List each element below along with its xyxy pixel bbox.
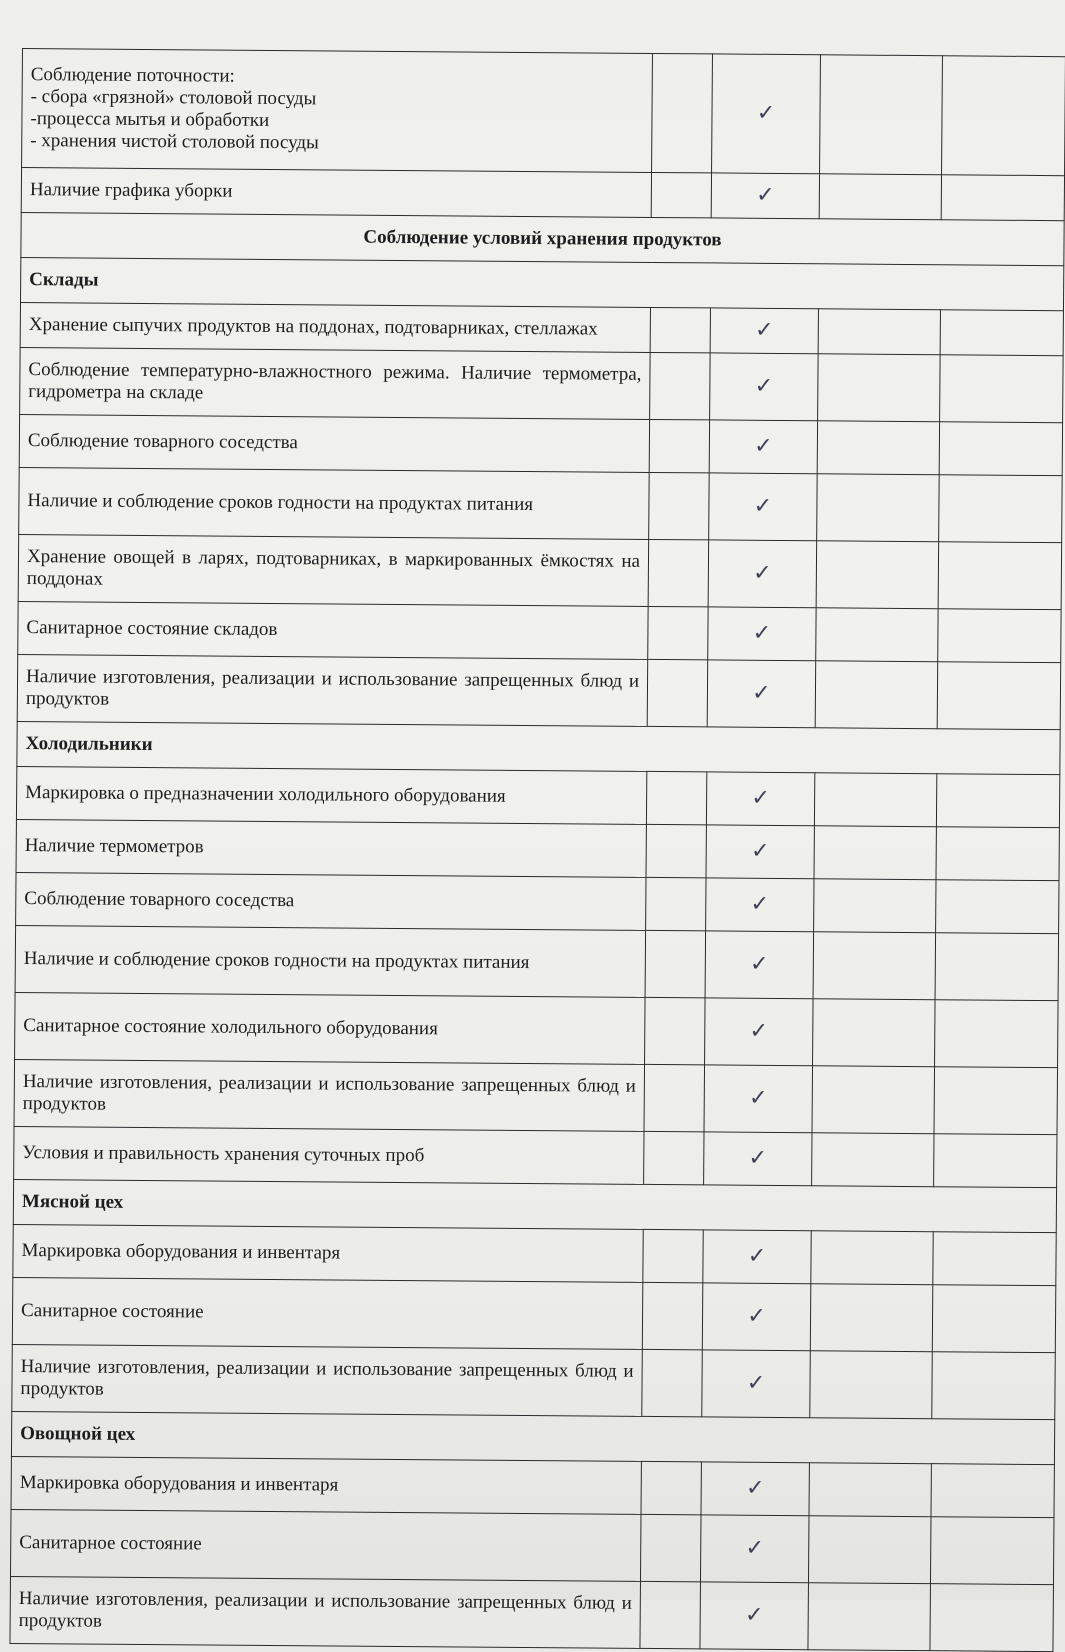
section-title: Холодильники — [17, 721, 1060, 774]
section-title: Овощной цех — [11, 1411, 1054, 1464]
empty-cell — [646, 824, 706, 877]
empty-cell — [818, 309, 940, 355]
check-mark-cell — [709, 473, 818, 541]
criterion-cell — [10, 1576, 641, 1648]
empty-cell — [814, 879, 936, 933]
empty-cell — [820, 55, 943, 175]
check-mark-icon: ✓ — [753, 560, 772, 586]
checklist-row — [10, 1509, 1053, 1584]
section-title: Мясной цех — [13, 1179, 1056, 1232]
check-mark-cell — [708, 607, 816, 661]
empty-cell — [934, 1067, 1058, 1135]
empty-cell — [816, 608, 938, 662]
criterion-text: Наличие изготовления, реализации и использование запрещенных блюд и продуктов — [22, 1071, 636, 1115]
empty-cell — [648, 539, 709, 606]
empty-cell — [930, 1517, 1054, 1585]
check-mark-cell — [700, 1515, 809, 1583]
check-mark-icon: ✓ — [754, 433, 773, 459]
checklist-row — [12, 1277, 1055, 1352]
criterion-text: Санитарное состояние холодильного оборудования — [23, 1015, 438, 1040]
criterion-text: Наличие и соблюдение сроков годности на продуктах питания — [23, 948, 530, 974]
criterion-cell — [12, 1344, 643, 1416]
criterion-cell — [19, 414, 649, 472]
empty-cell — [815, 661, 938, 729]
checklist-row — [16, 819, 1059, 880]
check-mark-icon: ✓ — [745, 1475, 765, 1501]
empty-cell — [813, 999, 936, 1067]
check-mark-icon: ✓ — [747, 1243, 767, 1269]
check-mark-icon: ✓ — [751, 785, 770, 811]
criterion-cell — [14, 1059, 645, 1131]
empty-cell — [646, 771, 706, 824]
inspection-checklist — [9, 48, 1065, 1652]
empty-cell — [813, 932, 936, 1000]
criterion-cell — [10, 1509, 641, 1581]
criterion-text: Хранение сыпучих продуктов на поддонах, подтоварниках, стеллажах — [28, 314, 598, 340]
checklist-row — [12, 1344, 1055, 1419]
check-mark-cell — [705, 998, 814, 1066]
checklist-row — [20, 302, 1063, 355]
section-row — [21, 257, 1064, 310]
check-mark-cell — [706, 825, 814, 879]
empty-cell — [939, 475, 1063, 543]
checklist-row — [13, 1224, 1056, 1285]
check-mark-cell — [710, 308, 818, 354]
empty-cell — [650, 352, 711, 419]
empty-cell — [643, 1229, 703, 1282]
check-mark-icon: ✓ — [753, 493, 773, 519]
checklist-row — [16, 872, 1059, 933]
section-row — [13, 1179, 1056, 1232]
check-mark-cell — [706, 772, 814, 826]
check-mark-icon: ✓ — [756, 182, 775, 208]
criterion-cell — [19, 467, 650, 539]
empty-cell — [938, 609, 1061, 663]
empty-cell — [818, 354, 941, 422]
check-mark-cell — [704, 1065, 813, 1133]
criterion-cell — [17, 654, 648, 726]
empty-cell — [935, 933, 1059, 1001]
check-mark-cell — [707, 660, 816, 728]
criterion-cell — [22, 49, 653, 173]
empty-cell — [812, 1133, 934, 1187]
check-mark-icon: ✓ — [750, 891, 770, 917]
check-mark-icon: ✓ — [750, 951, 769, 977]
checklist-table — [9, 48, 1065, 1652]
check-mark-icon: ✓ — [748, 1085, 768, 1111]
empty-cell — [939, 422, 1062, 476]
empty-cell — [810, 1284, 933, 1352]
check-mark-icon: ✓ — [747, 1303, 766, 1329]
section-row — [11, 1411, 1054, 1464]
criterion-text: Маркировка о предназначении холодильного оборудования — [25, 782, 506, 807]
empty-cell — [640, 1514, 701, 1581]
check-mark-cell — [703, 1230, 811, 1284]
check-mark-icon: ✓ — [749, 1018, 769, 1044]
empty-cell — [814, 826, 936, 880]
empty-cell — [941, 175, 1064, 221]
check-mark-cell — [705, 931, 814, 999]
empty-cell — [808, 1583, 931, 1651]
criterion-cell — [18, 601, 648, 659]
empty-cell — [810, 1351, 933, 1419]
empty-cell — [817, 421, 939, 475]
checklist-row — [17, 654, 1060, 729]
check-mark-cell — [709, 420, 817, 474]
criterion-text: Соблюдение товарного соседства — [27, 430, 298, 454]
criterion-text: - сбора «грязной» столовой посуды — [30, 86, 317, 110]
empty-cell — [649, 472, 710, 539]
criterion-text: Наличие графика уборки — [29, 179, 233, 202]
criterion-text: Наличие изготовления, реализации и использование запрещенных блюд и продуктов — [25, 666, 640, 710]
check-mark-icon: ✓ — [756, 100, 776, 126]
table-heading: Соблюдение условий хранения продуктов — [21, 212, 1064, 265]
empty-cell — [651, 172, 711, 217]
empty-cell — [817, 474, 940, 542]
criterion-cell — [16, 819, 646, 877]
empty-cell — [940, 310, 1063, 356]
empty-cell — [812, 1066, 935, 1134]
empty-cell — [645, 930, 706, 997]
empty-cell — [930, 1584, 1054, 1652]
empty-cell — [940, 355, 1064, 423]
check-mark-cell — [712, 54, 821, 174]
check-mark-cell — [701, 1462, 809, 1516]
empty-cell — [646, 877, 706, 930]
criterion-text: Наличие и соблюдение сроков годности на продуктах питания — [27, 490, 534, 516]
checklist-row — [14, 1126, 1057, 1187]
criterion-text: Наличие изготовления, реализации и использование запрещенных блюд и продуктов — [18, 1588, 632, 1632]
check-mark-icon: ✓ — [744, 1602, 764, 1628]
empty-cell — [937, 662, 1061, 730]
empty-cell — [649, 419, 709, 472]
empty-cell — [936, 880, 1059, 934]
check-mark-icon: ✓ — [754, 373, 774, 399]
empty-cell — [942, 56, 1065, 176]
check-mark-icon: ✓ — [752, 620, 772, 646]
criterion-text: Соблюдение температурно-влажностного режима. Наличие термометра, гидрометра на складе — [28, 359, 642, 404]
checklist-row — [22, 49, 1065, 176]
checklist-row — [18, 534, 1061, 609]
criterion-text: Условия и правильность хранения суточных проб — [22, 1142, 425, 1167]
criterion-cell — [20, 347, 651, 419]
empty-cell — [642, 1349, 703, 1416]
criterion-text: Соблюдение товарного соседства — [24, 888, 295, 912]
check-mark-cell — [704, 1132, 812, 1186]
check-mark-icon: ✓ — [748, 1145, 768, 1171]
check-mark-cell — [706, 878, 814, 932]
heading-row — [21, 212, 1064, 265]
checklist-row — [14, 1059, 1057, 1134]
checklist-row — [15, 992, 1058, 1067]
check-mark-cell — [702, 1283, 811, 1351]
empty-cell — [811, 1231, 933, 1285]
checklist-body — [10, 49, 1065, 1652]
criterion-text: -процесса мытья и обработки — [30, 108, 270, 131]
check-mark-icon: ✓ — [754, 317, 774, 343]
criterion-cell — [15, 925, 646, 997]
checklist-row — [20, 347, 1063, 422]
criterion-cell — [12, 1277, 643, 1349]
criterion-cell — [15, 992, 646, 1064]
empty-cell — [814, 773, 936, 827]
check-mark-icon: ✓ — [745, 1535, 765, 1561]
empty-cell — [645, 997, 706, 1064]
empty-cell — [935, 1000, 1059, 1068]
empty-cell — [641, 1461, 701, 1514]
criterion-text: Соблюдение поточности: — [30, 64, 235, 87]
criterion-text: Маркировка оборудования и инвентаря — [21, 1240, 341, 1264]
checklist-row — [19, 467, 1062, 542]
empty-cell — [809, 1463, 931, 1517]
criterion-text: Санитарное состояние складов — [26, 617, 278, 641]
check-mark-icon: ✓ — [746, 1370, 766, 1396]
empty-cell — [644, 1064, 705, 1131]
criterion-cell — [21, 168, 651, 218]
empty-cell — [932, 1285, 1056, 1353]
section-title: Склады — [21, 257, 1064, 310]
check-mark-cell — [700, 1582, 809, 1650]
criterion-cell — [13, 1224, 643, 1282]
check-mark-icon: ✓ — [750, 838, 770, 864]
criterion-cell — [14, 1126, 644, 1184]
empty-cell — [819, 174, 941, 220]
check-mark-cell — [708, 540, 817, 608]
empty-cell — [642, 1282, 703, 1349]
criterion-cell — [20, 302, 650, 352]
criterion-text: Санитарное состояние — [19, 1532, 202, 1555]
empty-cell — [816, 541, 939, 609]
empty-cell — [640, 1581, 701, 1648]
empty-cell — [644, 1131, 704, 1184]
checklist-row — [10, 1576, 1053, 1651]
empty-cell — [933, 1232, 1056, 1286]
empty-cell — [938, 542, 1062, 610]
checklist-row — [11, 1456, 1054, 1517]
criterion-cell — [11, 1456, 641, 1514]
empty-cell — [934, 1134, 1057, 1188]
empty-cell — [932, 1352, 1056, 1420]
empty-cell — [936, 774, 1059, 828]
criterion-cell — [16, 872, 646, 930]
criterion-text: Маркировка оборудования и инвентаря — [19, 1472, 339, 1496]
check-mark-cell — [710, 353, 819, 421]
checklist-row — [21, 168, 1064, 221]
criterion-text: Наличие термометров — [24, 835, 204, 858]
criterion-text: Хранение овощей в ларях, подтоварниках, в маркированных ёмкостях на поддонах — [26, 546, 641, 590]
criterion-cell — [18, 534, 649, 606]
empty-cell — [931, 1464, 1054, 1518]
checklist-row — [19, 414, 1062, 475]
empty-cell — [650, 307, 710, 352]
checklist-row — [18, 601, 1061, 662]
empty-cell — [647, 659, 708, 726]
checklist-row — [16, 766, 1059, 827]
criterion-text: Санитарное состояние — [21, 1300, 204, 1323]
check-mark-cell — [711, 173, 819, 219]
empty-cell — [936, 827, 1059, 881]
check-mark-icon: ✓ — [752, 680, 771, 706]
empty-cell — [648, 606, 708, 659]
section-row — [17, 721, 1060, 774]
criterion-text: - хранения чистой столовой посуды — [30, 130, 319, 154]
empty-cell — [808, 1516, 931, 1584]
criterion-text: Наличие изготовления, реализации и использование запрещенных блюд и продуктов — [20, 1356, 634, 1400]
empty-cell — [652, 53, 713, 172]
check-mark-cell — [702, 1350, 811, 1418]
checklist-row — [15, 925, 1058, 1000]
criterion-cell — [16, 766, 646, 824]
